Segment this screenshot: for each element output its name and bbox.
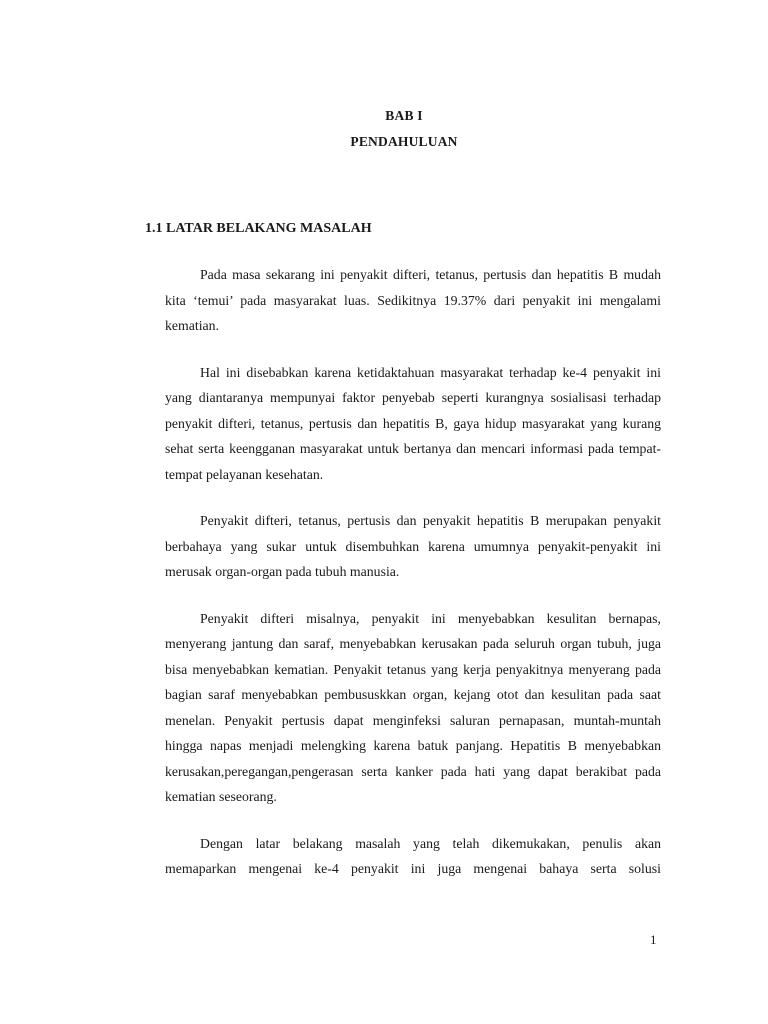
- chapter-title: PENDAHULUAN: [350, 134, 458, 149]
- page-number: 1: [650, 932, 657, 947]
- paragraph: Penyakit difteri misalnya, penyakit ini menyebabkan kesulitan bernapas, menyerang jantung dan saraf, menyebabkan kerusakan pada seluruh organ tubuh, juga bisa menyebabkan kematian. Penyakit tetanus yang kerja penyakitnya menyerang pada bagian saraf menyebabkan pembususkkan organ, kejang otot dan kesulitan pada saat menelan. Penyakit pertusis dapat menginfeksi saluran pernapasan, muntah-muntah hingga napas menjadi melengking karena batuk panjang. Hepatitis B menyebabkan kerusakan,peregangan,pengerasan serta kanker pada hati yang dapat berakibat pada kematian seseorang.: [165, 610, 661, 804]
- chapter-number: BAB I: [385, 108, 423, 123]
- paragraph: Pada masa sekarang ini penyakit difteri, tetanus, pertusis dan hepatitis B mudah kita ‘temui’ pada masyarakat luas. Sedikitnya 19.37% dari penyakit ini mengalami kematian.: [165, 267, 661, 333]
- section-heading: 1.1 LATAR BELAKANG MASALAH: [145, 221, 372, 236]
- paragraph: Dengan latar belakang masalah yang telah dikemukakan, penulis akan memaparkan mengenai ke-4 penyakit ini juga mengenai bahaya serta solusi: [165, 835, 661, 876]
- body-text: [165, 262, 661, 903]
- paragraph: Hal ini disebabkan karena ketidaktahuan masyarakat terhadap ke-4 penyakit ini yang diantaranya mempunyai faktor penyebab seperti kurangnya sosialisasi terhadap penyakit difteri, tetanus, pertusis dan hepatitis B, gaya hidup masyarakat yang kurang sehat serta keengganan masyarakat untuk bertanya dan mencari informasi pada tempat-tempat pelayanan kesehatan.: [165, 364, 661, 482]
- paragraph: Penyakit difteri, tetanus, pertusis dan penyakit hepatitis B merupakan penyakit berbahaya yang sukar untuk disembuhkan karena umumnya penyakit-penyakit ini merusak organ-organ pada tubuh manusia.: [165, 513, 661, 579]
